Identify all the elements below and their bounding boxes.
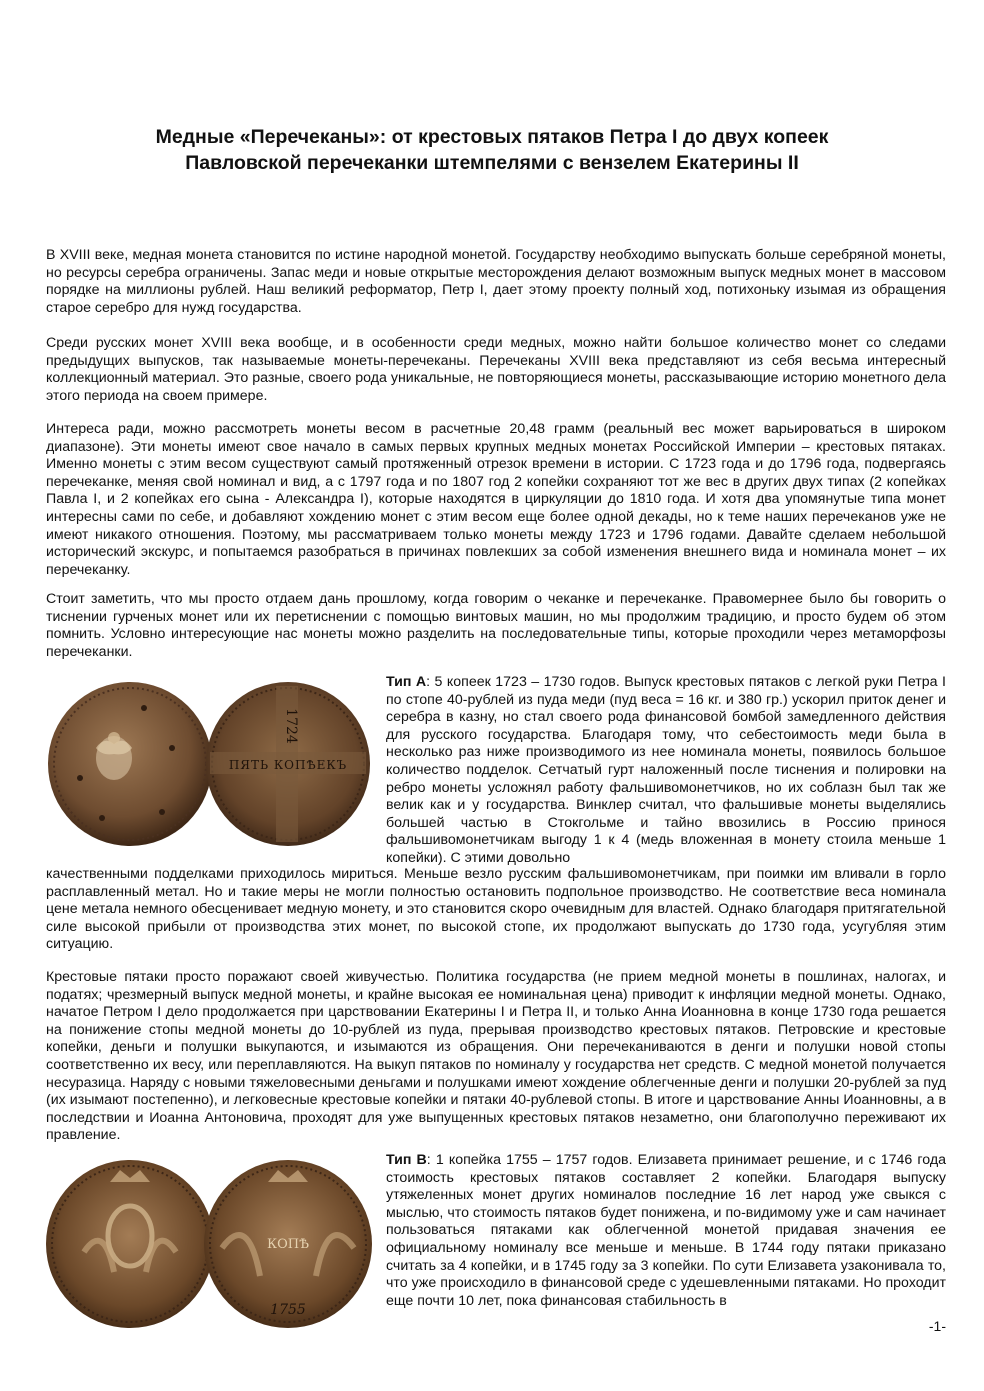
- type-a-label: Тип А: [386, 674, 427, 690]
- coin-a-year-text: 1724: [283, 708, 299, 744]
- coin-a-reverse-text: ПЯТЬ КОПѢЕКЪ: [228, 758, 348, 772]
- paragraph-overstrikes: Среди русских монет XVIII века вообще, и в особенности среди медных, можно найти большое количество монет со следами предыдущих выпусков, так называемые монеты-перечеканы. Перечеканы XVIII века представляют из себя весьма интересный коллекционный материал. Это разные, своего рода уникальные, не повторяющиеся монеты, рассказывающие историю монетного дела этого периода на своем примере.: [46, 335, 946, 404]
- type-a-description: [386, 674, 946, 868]
- type-b-text: : 1 копейка 1755 – 1757 годов. Елизавета принимает решение, и с 1746 года стоимость крестовых пятаков составляет 2 копейки. Благодаря выпуску утяжеленных монет других номиналов последние 16 лет народ уже свыкся с мыслью, что стоимость пятаков будет понижена, и по-видимому уже и сам начинает пользоваться пятаками как облегченной монетой придавая значения ее официальному номиналу все меньше и меньше. В 1744 году пятаки приказано считать за 4 копейки, и в 1745 году за 3 копейки. По сути Елизавета узаконивала то, что уже происходило в финансовой среде с удешевленными пятаками. Но проходит еще почти 10 лет, пока финансовая стабильность в: [386, 1152, 946, 1309]
- type-a-continuation: качественными подделками приходилось мириться. Меньше везло русским фальшивомонетчикам, при поимки им вливали в горло расплавленный метал. Но и такие меры не могли полностью остановить подпольное производство. Не соответствие веса номинала цене метала немного обесценивает медную монету, и это становится скоро очевидным для властей. Однако благодаря притягательной силе высокой прибыли от производства этих монет, по высокой стопе, их продолжают выпускать до 1730 года, усугубляя этим ситуацию.: [46, 866, 946, 953]
- title-line-2: Павловской перечеканки штемпелями с вензелем Екатерины II: [185, 152, 799, 174]
- paragraph-cross-pyataks: Крестовые пятаки просто поражают своей живучестью. Политика государства (не прием медной монеты в пошлинах, налогах, и податях; чрезмерный выпуск медной монеты, и крайне высокая ее номинальная цена) приводит к инфляции медной монеты. Однако, начатое Петром I дело продолжается при царствовании Екатерины I и Петра II, и только Анна Иоанновна в конце 1730 года решается на понижение стопы медной монеты до 10-рублей из пуда, прерывая производство крестовых пятаков. Петровские и крестовые копейки, деньги и полушки выкупаются, и изымаются из обращения. Они перечеканиваются в денги и полушки новой стопы соответственно их весу, или переплавляются. На выкуп пятаков по номиналу у государства нет средств. С медной монетой получается несуразица. Наряду с новыми тяжеловесными деньгами и полушками имеют хождение облегченные денги и полушки 20-рублей за пуд (их изымают постепенно), и легковесные крестовые копейки и пятаки 40-рублевой стопы. В итоге и царствование Анны Иоанновны, а в последствии и Иоанна Антоновича, проходят для уже выпущенных крестовых пятаков незаметно, они благополучно переживают их правление.: [46, 969, 946, 1144]
- paragraph-intro: В XVIII веке, медная монета становится по истине народной монетой. Государству необходимо выпускать больше серебряной монеты, но ресурсы серебра ограничены. Запас меди и новые открытые месторождения делают возможным выпуск медных монет в массовом порядке на миллионы рублей. Наш великий реформатор, Петр I, дает этому проекту полный ход, потихоньку изымая из обращения старое серебро для нужд государства.: [46, 247, 946, 316]
- page-title: [60, 124, 924, 176]
- coin-b-obverse: [46, 1160, 214, 1328]
- paragraph-weight: Интереса ради, можно рассмотреть монеты весом в расчетные 20,48 грамм (реальный вес может варьироваться в широком диапазоне). Эти монеты имеют свое начало в самых первых крупных медных монетах Российской Империи – крестовых пятаках. Именно монеты с этим весом существуют самый протяженный отрезок времени в истории. С 1723 года и до 1796 года, подвергаясь перечеканке, меняя свой номинал и вид, а с 1797 года и по 1807 год 2 копейки сохраняют тот же вес в других двух типах (2 копейках Павла I, и 2 копейках его сына - Александра I), которые находятся в циркуляции до 1810 года. И хотя два упомянутые типа монет интересны сами по себе, и добавляют хождению монет с этим весом еще более одной декады, но к теме наших перечеканов уже не имеют никакого отношения. Поэтому, мы рассматриваем только монеты между 1723 и 1796 годами. Давайте сделаем небольшой исторический экскурс, и попытаемся разобраться в причинах повлекших за собой изменения внешнего вида и номинала монет – их перечеканку.: [46, 421, 946, 578]
- coin-b-reverse-text: КОПѢ: [267, 1237, 309, 1252]
- paragraph-minting: Стоит заметить, что мы просто отдаем дань прошлому, когда говорим о чеканке и перечеканке. Правомернее было бы говорить о тиснении гурченых монет или их перетиснении с помощью винтовых машин, но мы продолжим традицию, и просто будем об этом помнить. Условно интересующие нас монеты можно разделить на последовательные типы, которые проходили через метаморфозы перечеканки.: [46, 591, 946, 660]
- type-b-description: [386, 1152, 946, 1310]
- coin-type-a-image: [44, 678, 370, 848]
- page-number: -1-: [928, 1318, 946, 1334]
- coin-type-b-image: [44, 1152, 374, 1334]
- type-a-text: : 5 копеек 1723 – 1730 годов. Выпуск крестовых пятаков с легкой руки Петра I по стопе 40-рублей из пуда меди (пуд веса = 16 кг. и 380 гр.) ускорил приток денег и серебра в казну, но стал своего рода финансовой бомбой замедленного действия для русского государства. Благодаря тому, что себестоимость меди была в несколько раз ниже производимого из нее номинала монеты, появилось большое количество подделок. Сетчатый гурт наложенный после тиснения и полировки на ребро монеты усложнял работу фальшивомонетчиков, но их соблазн был так же велик как и у государства. Винклер считал, что фальшивые монеты выделялись большей частью в Стокгольме и тайно ввозились в Россию принося фальшивомонетчикам выгоду 1 к 4 (медь вложенная в монету стоила меньше 1 копейки). С этими довольно: [386, 674, 946, 866]
- type-b-label: Тип В: [386, 1152, 427, 1168]
- title-line-1: Медные «Перечеканы»: от крестовых пятаков Петра I до двух копеек: [155, 126, 829, 148]
- coin-b-year-text: 1755: [270, 1302, 306, 1318]
